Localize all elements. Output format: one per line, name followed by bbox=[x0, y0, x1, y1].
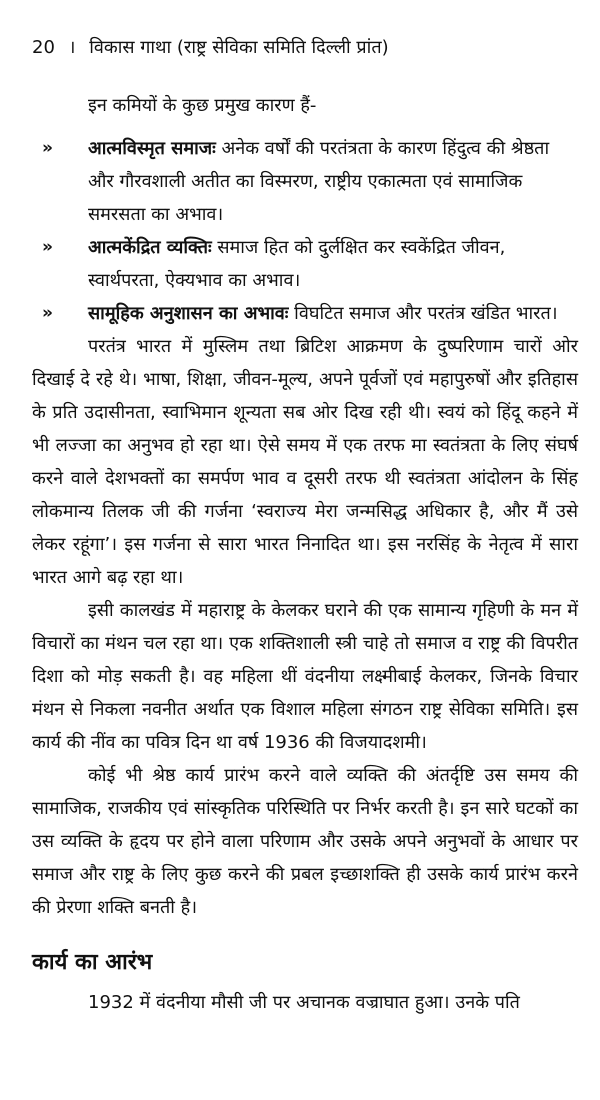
body-paragraph: परतंत्र भारत में मुस्लिम तथा ब्रिटिश आक्रमण के दुष्परिणाम चारों ओर दिखाई दे रहे थे। भाषा, शिक्षा, जीवन-मूल्य, अपने पूर्वजों एवं महापुरुषों और इतिहास के प्रति उदासीनता, स्वाभिमान शून्यता सब ओर दिख रही थी। स्वयं को हिंदू कहने में भी लज्जा का अनुभव हो रहा था। ऐसे समय में एक तरफ मा स्वतंत्रता के लिए संघर्ष करने वाले देशभक्तों का समर्पण भाव व दूसरी तरफ थी स्वतंत्रता आंदोलन के सिंह लोकमान्य तिलक जी की गर्जना ‘स्वराज्य मेरा जन्मसिद्ध अधिकार है, और मैं उसे लेकर रहूंगा’। इस गर्जना से सारा भारत निनादित था। इस नरसिंह के नेतृत्व में सारा भारत आगे बढ़ रहा था। bbox=[32, 336, 578, 588]
bullet-marker: » bbox=[42, 138, 53, 158]
page-number: 20 bbox=[32, 37, 55, 58]
bullet-text: अनेक वर्षों की परतंत्रता के कारण हिंदुत्व की श्रेष्ठता और गौरवशाली अतीत का विस्मरण, राष्ट्रीय एकात्मता एवं सामाजिक समरसता का अभाव। bbox=[88, 138, 550, 225]
bullet-marker: » bbox=[42, 237, 53, 257]
header-separator: । bbox=[68, 37, 76, 58]
section-paragraph: 1932 में वंदनीया मौसी जी पर अचानक वज्राघात हुआ। उनके पति bbox=[88, 992, 520, 1013]
intro-line: इन कमियों के कुछ प्रमुख कारण हैं- bbox=[88, 95, 317, 116]
cause-list bbox=[32, 132, 578, 330]
bullet-label: आत्मविस्मृत समाजः bbox=[88, 138, 216, 159]
list-item bbox=[32, 297, 578, 330]
bullet-label: आत्मकेंद्रित व्यक्तिः bbox=[88, 237, 212, 258]
list-item bbox=[32, 231, 578, 297]
list-item bbox=[32, 132, 578, 231]
page-header bbox=[32, 36, 578, 60]
section-heading: कार्य का आरंभ bbox=[32, 950, 153, 975]
body-paragraph: इसी कालखंड में महाराष्ट्र के केलकर घराने की एक सामान्य गृहिणी के मन में विचारों का मंथन चल रहा था। एक शक्तिशाली स्त्री चाहे तो समाज व राष्ट्र की विपरीत दिशा को मोड़ सकती है। वह महिला थीं वंदनीया लक्ष्मीबाई केलकर, जिनके विचार मंथन से निकला नवनीत अर्थात एक विशाल महिला संगठन राष्ट्र सेविका समिति। इस कार्य की नींव का पवित्र दिन था वर्ष 1936 की विजयादशमी। bbox=[32, 600, 578, 753]
body-paragraph: कोई भी श्रेष्ठ कार्य प्रारंभ करने वाले व्यक्ति की अंतर्दृष्टि उस समय की सामाजिक, राजकीय एवं सांस्कृतिक परिस्थिति पर निर्भर करती है। इन सारे घटकों का उस व्यक्ति के हृदय पर होने वाला परिणाम और उसके अपने अनुभवों के आधार पर समाज और राष्ट्र के लिए कुछ करने की प्रबल इच्छाशक्ति ही उसके कार्य प्रारंभ करने की प्रेरणा शक्ति बनती है। bbox=[32, 765, 578, 918]
bullet-label: सामूहिक अनुशासन का अभावः bbox=[88, 303, 289, 324]
bullet-text: समाज हित को दुर्लक्षित कर स्वकेंद्रित जीवन, स्वार्थपरता, ऐक्यभाव का अभाव। bbox=[88, 237, 506, 291]
book-title: विकास गाथा (राष्ट्र सेविका समिति दिल्ली प्रांत) bbox=[89, 37, 389, 58]
bullet-marker: » bbox=[42, 303, 53, 323]
bullet-text: विघटित समाज और परतंत्र खंडित भारत। bbox=[288, 303, 558, 324]
